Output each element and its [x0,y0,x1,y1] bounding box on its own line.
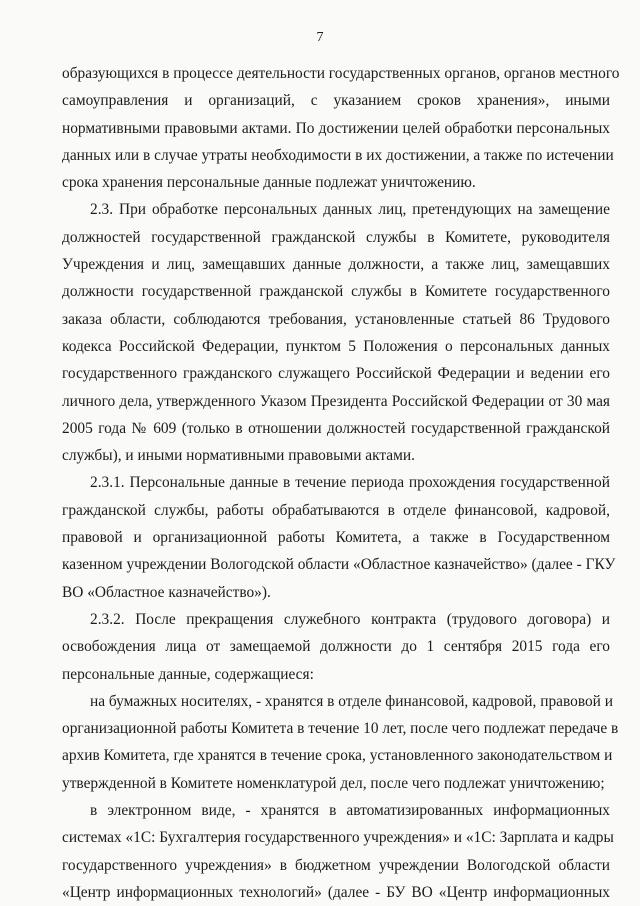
text-line: казенном учреждении Вологодской области «Областное казначейство» (далее - ГКУ [62,556,616,574]
text-line: данных или в случае утраты необходимости в их достижении, а также по истечении [62,146,614,164]
paragraph [62,606,610,688]
paragraph [62,469,616,605]
paragraph [62,688,619,797]
paragraph [62,797,614,906]
text-line: должности государственной гражданской службы в Комитете государственного [62,283,610,301]
text-line: в электронном виде, - хранятся в автоматизированных информационных [90,802,610,820]
text-line: 2.3. При обработке персональных данных лиц, претендующих на замещение [90,201,610,219]
text-line: 2.3.1. Персональные данные в течение периода прохождения государственной [90,474,610,492]
text-line: личного дела, утвержденного Указом Президента Российской Федерации от 30 мая [62,392,610,410]
text-line: службы), и иными нормативными правовыми актами. [62,447,415,465]
text-line: самоуправления и организаций, с указанием сроков хранения», иными [62,92,610,110]
text-line: освобождения лица от замещаемой должности до 1 сентября 2015 года его [62,638,610,656]
text-line: организационной работы Комитета в течение 10 лет, после чего подлежат передаче в [62,720,619,738]
text-line: государственного учреждения» в бюджетном учреждении Вологодской области [62,856,610,874]
text-line: государственного гражданского служащего Российской Федерации и ведении его [62,365,610,383]
text-line: гражданской службы, работы обрабатываются в отделе финансовой, кадровой, [62,501,610,519]
text-line: архив Комитета, где хранятся в течение срока, установленного законодательством и [62,747,613,765]
text-line: правовой и организационной работы Комитета, а также в Государственном [62,529,610,547]
paragraph [62,196,610,469]
text-line: срока хранения персональные данные подлежат уничтожению. [62,174,476,192]
paragraph [62,60,620,196]
text-line: утвержденной в Комитете номенклатурой дел, после чего подлежат уничтожению; [62,774,605,792]
text-line: персональные данные, содержащиеся: [62,665,314,683]
page-number: 7 [316,30,324,45]
text-line: образующихся в процессе деятельности государственных органов, органов местного [62,65,620,82]
text-line: Учреждения и лиц, замещавших данные должности, а также лиц, замещавших [62,256,610,274]
text-line: должностей государственной гражданской службы в Комитете, руководителя [62,228,610,246]
text-line: системах «1С: Бухгалтерия государственного учреждения» и «1С: Зарплата и кадры [62,829,614,847]
text-line: заказа области, соблюдаются требования, установленные статьей 86 Трудового [62,310,610,328]
text-line: на бумажных носителях, - хранятся в отделе финансовой, кадровой, правовой и [90,692,614,710]
document-body [62,60,620,906]
text-line: ВО «Областное казначейство»). [62,583,271,601]
text-line: нормативными правовыми актами. По достижении целей обработки персональных [62,119,610,137]
text-line: 2.3.2. После прекращения служебного контракта (трудового договора) и [90,610,610,628]
text-line: «Центр информационных технологий» (далее - БУ ВО «Центр информационных [62,883,610,901]
text-line: кодекса Российской Федерации, пунктом 5 Положения о персональных данных [62,337,610,355]
text-line: 2005 года № 609 (только в отношении должностей государственной гражданской [62,419,610,437]
